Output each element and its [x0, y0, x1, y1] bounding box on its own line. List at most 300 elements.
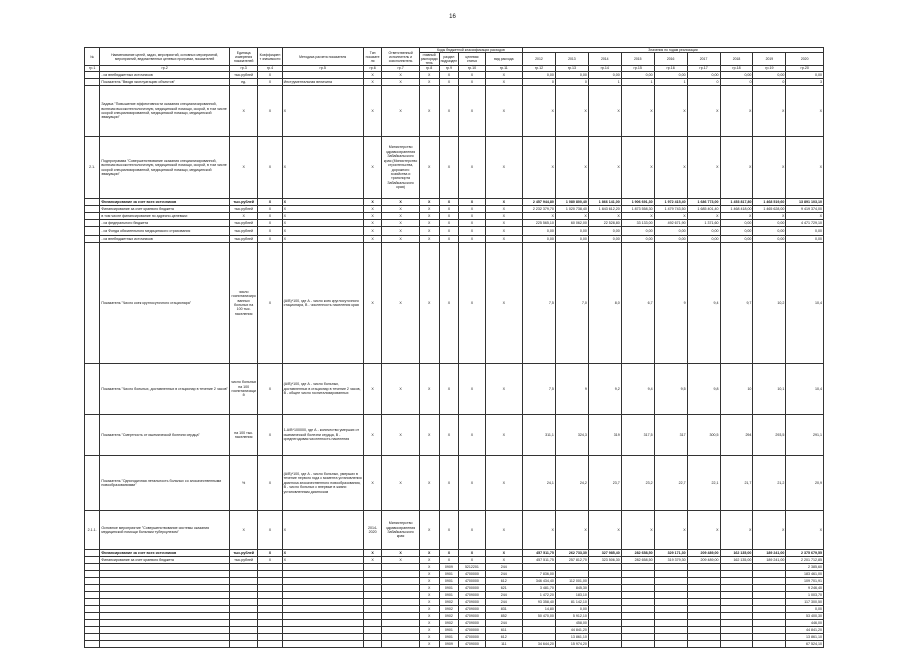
table-row: [85, 620, 824, 627]
table-cell: [621, 613, 654, 620]
table-cell: [588, 606, 621, 613]
table-cell: Х: [419, 571, 439, 578]
table-cell: 0,00: [555, 606, 588, 613]
table-body: [85, 72, 824, 648]
table-cell: 319: [588, 415, 621, 456]
table-cell: 0: [555, 79, 588, 86]
table-cell: Х: [258, 220, 282, 227]
table-cell: Х: [786, 86, 824, 137]
table-cell: Х: [419, 511, 439, 550]
table-cell: Х: [258, 243, 282, 364]
table-cell: [621, 564, 654, 571]
table-cell: 300,5: [687, 415, 720, 456]
table-cell: Х: [282, 511, 363, 550]
table-cell: 282 658,50: [621, 557, 654, 564]
table-cell: 831: [485, 606, 522, 613]
table-cell: Х: [459, 557, 485, 564]
table-cell: [588, 641, 621, 648]
table-cell: Х: [439, 456, 459, 511]
table-cell: 9 419 374,00: [786, 206, 824, 213]
table-cell: Х: [786, 137, 824, 199]
table-cell: [382, 641, 419, 648]
table-cell: Х: [459, 243, 485, 364]
table-cell: [753, 599, 786, 606]
table-cell: [85, 564, 100, 571]
header-codes: Коды бюджетной классификации расходов: [419, 48, 522, 53]
table-cell: [85, 220, 100, 227]
table-cell: 1 020 738,40: [555, 206, 588, 213]
table-cell: тыс.рублей: [229, 72, 258, 79]
table-cell: [229, 613, 258, 620]
table-row: [85, 137, 824, 199]
table-cell: [363, 571, 382, 578]
table-cell: Х: [621, 86, 654, 137]
table-cell: 2 457 944,80: [522, 199, 555, 206]
table-cell: [588, 620, 621, 627]
table-cell: [363, 599, 382, 606]
table-cell: [100, 585, 230, 592]
table-cell: [654, 585, 687, 592]
table-cell: 0,00: [720, 72, 753, 79]
column-number: гр.8: [419, 66, 439, 72]
table-cell: 244: [485, 599, 522, 606]
table-cell: 324,3: [555, 415, 588, 456]
table-cell: [687, 627, 720, 634]
table-cell: Х: [382, 213, 419, 220]
table-cell: Х: [720, 137, 753, 199]
table-row: [85, 72, 824, 79]
table-cell: [654, 571, 687, 578]
table-cell: Х: [382, 79, 419, 86]
table-cell: Задача "Повышение эффективности оказания специализированной, включая высокотехнологичную, медицинской помощи, скорой, в том числе скорой специализированной, медицинской помощи, медицинской эвакуации": [100, 86, 230, 137]
header-number: №: [85, 48, 100, 66]
table-cell: Х: [753, 511, 786, 550]
header-grbs: главный распорядитель: [420, 53, 438, 65]
table-cell: тыс.рублей: [229, 206, 258, 213]
table-cell: Х: [382, 220, 419, 227]
header-year: 2015: [621, 53, 654, 66]
table-row: [85, 634, 824, 641]
table-cell: 1 972 415,40: [654, 199, 687, 206]
table-cell: Х: [419, 550, 439, 557]
table-cell: 13 861,10: [555, 634, 588, 641]
table-row: [85, 564, 824, 571]
table-cell: Х: [522, 213, 555, 220]
table-cell: [687, 641, 720, 648]
table-cell: [229, 592, 258, 599]
header-year: 2013: [555, 53, 588, 66]
table-cell: 24,1: [522, 456, 555, 511]
table-cell: 10,4: [786, 243, 824, 364]
table-cell: [282, 641, 363, 648]
table-cell: Х: [522, 511, 555, 550]
header-year: 2020: [786, 53, 824, 66]
table-cell: 0,00: [654, 236, 687, 243]
table-cell: Х: [229, 511, 258, 550]
table-cell: Х: [459, 415, 485, 456]
table-cell: [100, 627, 230, 634]
table-cell: 0901: [439, 634, 459, 641]
table-cell: 611: [485, 627, 522, 634]
table-cell: Х: [229, 213, 258, 220]
header-year: 2018: [720, 53, 753, 66]
table-cell: 7 836,00: [522, 571, 555, 578]
table-cell: 0,00: [720, 236, 753, 243]
table-row: [85, 599, 824, 606]
table-row: [85, 627, 824, 634]
table-cell: 0,00: [621, 72, 654, 79]
table-cell: [720, 564, 753, 571]
table-cell: Х: [654, 511, 687, 550]
column-number: гр.11: [485, 66, 522, 72]
table-cell: 2014-2020: [363, 511, 382, 550]
table-cell: Х: [459, 236, 485, 243]
column-number: гр.20: [786, 66, 824, 72]
table-cell: Х: [459, 511, 485, 550]
table-cell: [687, 599, 720, 606]
table-cell: [687, 571, 720, 578]
column-number: гр.15: [621, 66, 654, 72]
column-number: гр.16: [654, 66, 687, 72]
table-cell: Х: [282, 137, 363, 199]
table-cell: 9: [555, 364, 588, 415]
table-cell: [229, 606, 258, 613]
table-cell: 1 468 519,60: [753, 199, 786, 206]
table-cell: Х: [439, 415, 459, 456]
table-cell: Х: [459, 206, 485, 213]
table-cell: [654, 592, 687, 599]
table-cell: [282, 585, 363, 592]
table-cell: [555, 564, 588, 571]
table-row: [85, 592, 824, 599]
table-cell: Х: [258, 557, 282, 564]
table-cell: [588, 613, 621, 620]
table-cell: число больных на 100 госпитализаций: [229, 364, 258, 415]
table-cell: Х: [459, 456, 485, 511]
table-cell: [85, 578, 100, 585]
table-cell: Х: [753, 86, 786, 137]
table-cell: [654, 627, 687, 634]
table-cell: 15 974,20: [555, 641, 588, 648]
table-cell: [258, 599, 282, 606]
table-cell: 60 062,00: [555, 220, 588, 227]
table-cell: Х: [439, 236, 459, 243]
table-cell: 293,5: [753, 415, 786, 456]
table-cell: [753, 564, 786, 571]
table-cell: Х: [439, 137, 459, 199]
table-row: [85, 220, 824, 227]
table-cell: 23,2: [621, 456, 654, 511]
table-row: [85, 243, 824, 364]
table-cell: Х: [419, 364, 439, 415]
table-cell: [85, 613, 100, 620]
table-cell: [229, 585, 258, 592]
table-cell: Х: [588, 213, 621, 220]
table-cell: 0: [687, 79, 720, 86]
table-cell: Х: [258, 213, 282, 220]
table-cell: 9: [654, 243, 687, 364]
table-cell: Х: [555, 511, 588, 550]
table-cell: [282, 606, 363, 613]
table-cell: Х: [522, 86, 555, 137]
table-cell: 4 471 729,10: [786, 220, 824, 227]
table-cell: 1 468 418,00: [720, 206, 753, 213]
table-cell: 1 685 401,40: [687, 206, 720, 213]
table-cell: 0902: [439, 599, 459, 606]
table-cell: [85, 627, 100, 634]
table-cell: Х: [485, 199, 522, 206]
table-cell: [85, 557, 100, 564]
column-number: гр.7: [382, 66, 419, 72]
table-cell: 1 080 800,40: [555, 199, 588, 206]
table-cell: [258, 578, 282, 585]
table-cell: 53 400,30: [786, 613, 824, 620]
table-cell: [687, 585, 720, 592]
table-cell: тыс.рублей: [229, 220, 258, 227]
table-cell: Х: [419, 243, 439, 364]
table-cell: 0,00: [522, 236, 555, 243]
table-cell: [621, 634, 654, 641]
table-cell: 329 171,30: [654, 550, 687, 557]
table-cell: 22 528,80: [588, 220, 621, 227]
table-cell: Х: [459, 137, 485, 199]
table-cell: [621, 585, 654, 592]
column-number: гр.18: [720, 66, 753, 72]
table-cell: Х: [363, 199, 382, 206]
table-cell: Х: [363, 220, 382, 227]
table-cell: [382, 564, 419, 571]
table-cell: (А/В)*100, где А - число больных, умерших в течение первого года с момента установления диагноза злокачественного новообразования, В - число больных с впервые в жизни установленным диагнозом: [282, 456, 363, 511]
table-cell: [100, 620, 230, 627]
table-cell: 257 812,70: [555, 557, 588, 564]
table-cell: [85, 599, 100, 606]
table-cell: [363, 585, 382, 592]
table-cell: [363, 627, 382, 634]
table-cell: Х: [720, 213, 753, 220]
column-number: гр.14: [588, 66, 621, 72]
table-cell: [522, 627, 555, 634]
table-cell: 9,4: [621, 364, 654, 415]
table-cell: Х: [459, 364, 485, 415]
table-cell: [258, 606, 282, 613]
table-cell: [753, 571, 786, 578]
table-cell: 9 246,40: [786, 585, 824, 592]
table-cell: ед.: [229, 79, 258, 86]
table-cell: [100, 564, 230, 571]
table-cell: Х: [654, 137, 687, 199]
table-cell: 327 985,40: [588, 550, 621, 557]
table-cell: [258, 571, 282, 578]
table-cell: Х: [588, 86, 621, 137]
table-cell: Х: [419, 236, 439, 243]
table-cell: в том числе финансирование по адресно-целевым:: [100, 213, 230, 220]
table-cell: Х: [439, 227, 459, 236]
table-row: [85, 86, 824, 137]
table-cell: 282 658,50: [621, 550, 654, 557]
table-cell: Х: [282, 213, 363, 220]
table-cell: %: [229, 456, 258, 511]
table-cell: Х: [382, 456, 419, 511]
table-cell: [229, 571, 258, 578]
table-cell: Министерство здравоохранения Забайкальского края: [382, 511, 419, 550]
table-cell: [522, 634, 555, 641]
table-cell: 0,00: [753, 72, 786, 79]
table-cell: [588, 585, 621, 592]
table-cell: Х: [382, 243, 419, 364]
column-number: гр.13: [555, 66, 588, 72]
table-cell: 0: [522, 79, 555, 86]
table-cell: [100, 634, 230, 641]
table-cell: [522, 564, 555, 571]
table-cell: 458,00: [555, 620, 588, 627]
table-cell: Х: [485, 364, 522, 415]
table-cell: [282, 72, 363, 79]
table-cell: Х: [419, 620, 439, 627]
table-row: [85, 613, 824, 620]
table-cell: [85, 585, 100, 592]
table-cell: [85, 592, 100, 599]
table-cell: [720, 620, 753, 627]
table-cell: Х: [419, 585, 439, 592]
table-cell: 0902: [439, 620, 459, 627]
table-cell: [654, 613, 687, 620]
table-row: [85, 206, 824, 213]
table-cell: - из Фонда обязательного медицинского страхования: [100, 227, 230, 236]
table-cell: 1 003,70: [786, 592, 824, 599]
table-cell: [753, 634, 786, 641]
table-cell: 10,2: [753, 243, 786, 364]
table-cell: Х: [258, 79, 282, 86]
column-number: гр.1: [85, 66, 100, 72]
table-row: [85, 511, 824, 550]
table-cell: 33 133,00: [621, 220, 654, 227]
table-cell: Финансирование за счет краевого бюджета: [100, 557, 230, 564]
table-cell: Х: [419, 578, 439, 585]
table-cell: 0909: [439, 641, 459, 648]
table-cell: [382, 627, 419, 634]
table-cell: Х: [258, 236, 282, 243]
table-cell: [654, 564, 687, 571]
table-cell: 0,00: [687, 236, 720, 243]
table-cell: 612: [485, 578, 522, 585]
table-cell: Х: [485, 236, 522, 243]
table-cell: Х: [439, 557, 459, 564]
table-cell: 319 379,30: [654, 557, 687, 564]
table-cell: Х: [485, 456, 522, 511]
table-cell: [229, 599, 258, 606]
table-cell: [588, 571, 621, 578]
table-cell: 2 375 679,55: [786, 550, 824, 557]
table-cell: 0901: [439, 627, 459, 634]
table-cell: [654, 599, 687, 606]
table-cell: Х: [485, 213, 522, 220]
table-cell: [258, 613, 282, 620]
table-cell: 34 644,20: [522, 641, 555, 648]
table-cell: 2.1.: [85, 137, 100, 199]
table-cell: 0,00: [753, 236, 786, 243]
table-cell: Х: [485, 72, 522, 79]
table-cell: 0: [720, 79, 753, 86]
table-cell: 9,5: [654, 364, 687, 415]
table-cell: 1: [621, 79, 654, 86]
table-cell: Х: [419, 79, 439, 86]
table-cell: Х: [419, 227, 439, 236]
column-number: гр.10: [459, 66, 485, 72]
table-cell: 4700000: [459, 634, 485, 641]
table-cell: 1 686 773,00: [687, 199, 720, 206]
table-cell: 1 906 691,30: [621, 199, 654, 206]
table-cell: Х: [459, 79, 485, 86]
table-cell: 44 841,20: [555, 627, 588, 634]
table-cell: 317,5: [621, 415, 654, 456]
table-cell: Х: [363, 206, 382, 213]
table-cell: Х: [419, 137, 439, 199]
table-cell: 117 300,50: [786, 599, 824, 606]
table-cell: 4709000: [459, 606, 485, 613]
table-cell: Х: [687, 86, 720, 137]
table-cell: Х: [555, 86, 588, 137]
table-cell: Х: [363, 213, 382, 220]
table-cell: [100, 641, 230, 648]
table-cell: [258, 620, 282, 627]
table-cell: [753, 578, 786, 585]
table-cell: Х: [363, 243, 382, 364]
table-row: [85, 456, 824, 511]
table-cell: Х: [485, 206, 522, 213]
table-cell: Х: [459, 227, 485, 236]
table-cell: 0901: [439, 585, 459, 592]
table-cell: 93 358,40: [522, 599, 555, 606]
table-cell: 0,00: [786, 606, 824, 613]
table-cell: 0,00: [753, 220, 786, 227]
table-row: [85, 364, 824, 415]
table-cell: 1: [654, 79, 687, 86]
table-cell: [282, 627, 363, 634]
table-cell: [621, 627, 654, 634]
table-cell: [258, 592, 282, 599]
table-cell: [621, 641, 654, 648]
table-cell: Х: [687, 511, 720, 550]
table-cell: 67 524,10: [786, 641, 824, 648]
table-cell: [382, 606, 419, 613]
page-number: 16: [449, 14, 456, 20]
table-cell: 22,7: [654, 456, 687, 511]
table-cell: Х: [382, 557, 419, 564]
table-cell: [687, 634, 720, 641]
program-table: [84, 47, 824, 648]
table-cell: 244: [485, 564, 522, 571]
table-cell: [720, 627, 753, 634]
table-cell: Финансирование за счет краевого бюджета: [100, 206, 230, 213]
table-cell: [363, 641, 382, 648]
table-row: [85, 578, 824, 585]
table-cell: Х: [258, 199, 282, 206]
table-row: [85, 227, 824, 236]
table-cell: Х: [258, 364, 282, 415]
table-cell: Министерство здравоохранения Забайкальского края (Министерство строительства, дорожного хозяйства и транспорта Забайкальского края): [382, 137, 419, 199]
table-cell: Х: [258, 550, 282, 557]
table-cell: Х: [282, 227, 363, 236]
table-cell: 1 472,20: [522, 592, 555, 599]
table-cell: Х: [786, 213, 824, 220]
table-cell: 13 891 103,10: [786, 199, 824, 206]
table-cell: Х: [363, 415, 382, 456]
table-cell: Х: [753, 213, 786, 220]
table-cell: 183 461,00: [786, 571, 824, 578]
table-cell: [363, 613, 382, 620]
table-cell: [753, 620, 786, 627]
table-cell: [720, 592, 753, 599]
